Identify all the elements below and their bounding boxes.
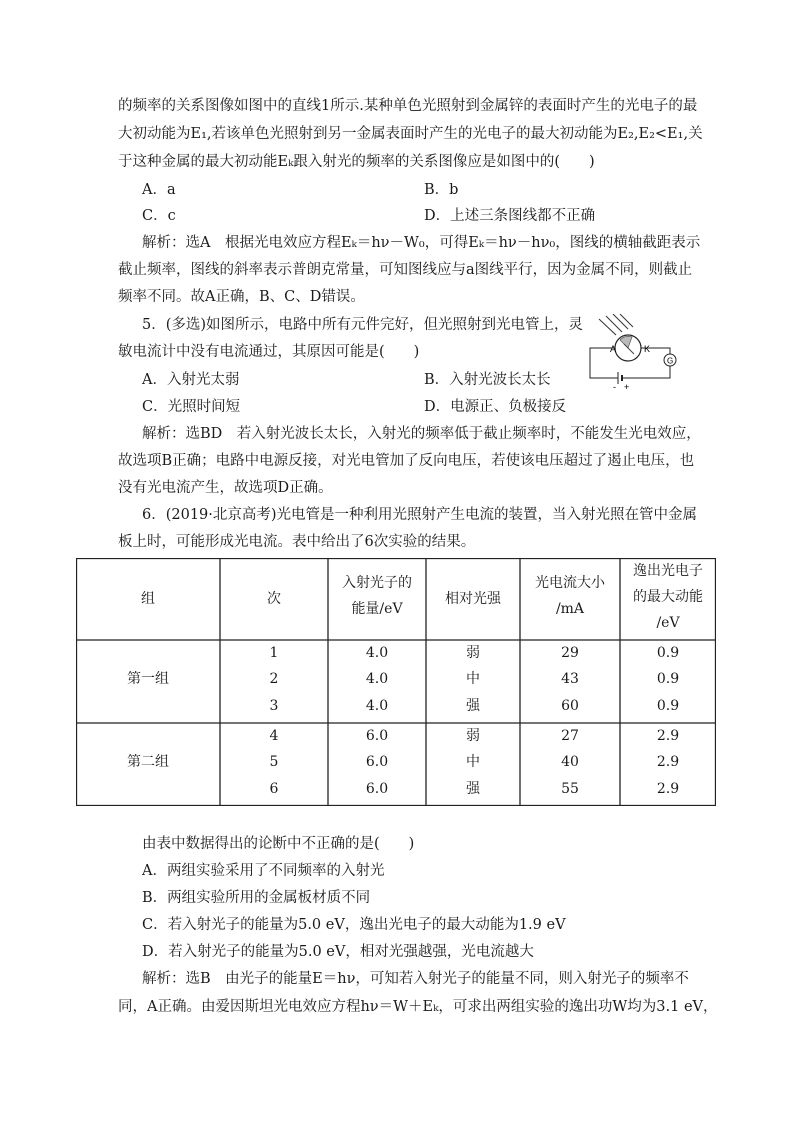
q5-analysis-1: 解析：选BD 若入射光波长太长，入射光的频率低于截止频率时，不能发生光电效应， bbox=[142, 426, 701, 442]
table-cell: 强 bbox=[466, 781, 480, 797]
q4-analysis-3: 频率不同。故A正确，B、C、D错误。 bbox=[118, 289, 365, 305]
table-cell: 43 bbox=[561, 671, 579, 687]
q4-line-2: 大初动能为E₁,若该单色光照射到另一金属表面时产生的光电子的最大初动能为E₂,E₂<E₁,关 bbox=[118, 126, 703, 142]
table-cell: 4.0 bbox=[365, 671, 389, 687]
q5-option-a: A．入射光太弱 bbox=[142, 372, 240, 388]
table-cell: 29 bbox=[561, 645, 579, 661]
group-1-name: 第一组 bbox=[127, 671, 169, 687]
q5-option-c: C．光照时间短 bbox=[142, 399, 241, 415]
table-cell: 4 bbox=[269, 728, 279, 744]
table-cell: 2.9 bbox=[656, 754, 680, 770]
q5-line-1: 5．(多选)如图所示，电路中所有元件完好，但光照射到光电管上，灵 bbox=[142, 317, 584, 333]
table-cell: 55 bbox=[561, 781, 579, 797]
q5-option-d: D．电源正、负极接反 bbox=[424, 399, 567, 415]
q6-analysis-1: 解析：选B 由光子的能量E＝hν，可知若入射光子的能量不同，则入射光子的频率不 bbox=[142, 971, 689, 987]
table-cell: 弱 bbox=[466, 645, 480, 661]
group-2-name: 第二组 bbox=[127, 754, 169, 770]
label-k: K bbox=[644, 344, 651, 354]
q5-analysis-2: 故选项B正确；电路中电源反接，对光电管加了反向电压，若使该电压超过了遏止电压，也 bbox=[118, 453, 695, 469]
header-photon-energy: 入射光子的 能量/eV bbox=[342, 575, 412, 617]
q6-question: 由表中数据得出的论断中不正确的是( ) bbox=[142, 836, 415, 852]
table-cell: 0.9 bbox=[656, 671, 680, 687]
q5-line-2: 敏电流计中没有电流通过，其原因可能是( ) bbox=[118, 344, 420, 360]
battery-minus: - bbox=[613, 382, 616, 390]
q5-option-b: B．入射光波长太长 bbox=[424, 372, 551, 388]
table-cell: 3 bbox=[269, 698, 279, 714]
q6-line-1: 6．(2019·北京高考)光电管是一种利用光照射产生电流的装置，当入射光照在管中金属 bbox=[142, 507, 698, 523]
label-a: A bbox=[610, 344, 617, 354]
table-cell: 中 bbox=[466, 754, 480, 770]
q4-analysis-1: 解析：选A 根据光电效应方程Eₖ＝hν－W₀，可得Eₖ＝hν－hν₀，图线的横轴截距表示 bbox=[142, 235, 701, 251]
q6-option-c: C．若入射光子的能量为5.0 eV，逸出光电子的最大动能为1.9 eV bbox=[142, 917, 566, 933]
q4-line-1: 的频率的关系图像如图中的直线1所示.某种单色光照射到金属锌的表面时产生的光电子的最 bbox=[118, 98, 698, 114]
battery-plus: + bbox=[624, 382, 630, 390]
table-cell: 0.9 bbox=[656, 645, 680, 661]
table-cell: 60 bbox=[561, 698, 579, 714]
table-cell: 2 bbox=[269, 671, 279, 687]
table-cell: 6 bbox=[269, 781, 279, 797]
q6-option-a: A．两组实验采用了不同频率的入射光 bbox=[142, 863, 385, 879]
q4-option-a: A．a bbox=[142, 182, 176, 198]
table-cell: 4.0 bbox=[365, 698, 389, 714]
table-cell: 中 bbox=[466, 671, 480, 687]
results-table bbox=[76, 558, 716, 806]
table-cell: 5 bbox=[269, 754, 279, 770]
header-trial: 次 bbox=[267, 591, 281, 607]
table-cell: 4.0 bbox=[365, 645, 389, 661]
table-cell: 6.0 bbox=[365, 754, 389, 770]
q6-option-d: D．若入射光子的能量为5.0 eV，相对光强越强，光电流越大 bbox=[142, 944, 534, 960]
q4-line-3: 于这种金属的最大初动能Eₖ跟入射光的频率的关系图像应是如图中的( ) bbox=[118, 154, 595, 170]
header-current: 光电流大小 /mA bbox=[535, 575, 605, 617]
table-cell: 强 bbox=[466, 698, 480, 714]
q4-option-c: C．c bbox=[142, 208, 176, 224]
q6-line-2: 板上时，可能形成光电流。表中给出了6次实验的结果。 bbox=[118, 534, 476, 550]
table-cell: 6.0 bbox=[365, 728, 389, 744]
light-rays bbox=[599, 314, 633, 335]
header-max-kinetic-energy: 逸出光电子 的最大动能 /eV bbox=[633, 563, 703, 631]
q4-option-b: B．b bbox=[424, 182, 459, 198]
table-cell: 0.9 bbox=[656, 698, 680, 714]
table-cell: 2.9 bbox=[656, 781, 680, 797]
photoelectric-circuit-figure bbox=[588, 314, 684, 390]
table-cell: 2.9 bbox=[656, 728, 680, 744]
label-g: G bbox=[667, 356, 674, 366]
table-cell: 6.0 bbox=[365, 781, 389, 797]
table-cell: 1 bbox=[269, 645, 279, 661]
header-intensity: 相对光强 bbox=[445, 591, 501, 607]
q6-analysis-2: 同，A正确。由爱因斯坦光电效应方程hν＝W＋Eₖ，可求出两组实验的逸出功W均为3.1 eV， bbox=[118, 999, 718, 1015]
q6-option-b: B．两组实验所用的金属板材质不同 bbox=[142, 890, 371, 906]
q4-option-d: D．上述三条图线都不正确 bbox=[424, 208, 596, 224]
q5-analysis-3: 没有光电流产生，故选项D正确。 bbox=[118, 480, 333, 496]
table-cell: 弱 bbox=[466, 728, 480, 744]
q4-analysis-2: 截止频率，图线的斜率表示普朗克常量，可知图线应与a图线平行，因为金属不同，则截止 bbox=[118, 262, 693, 278]
header-group: 组 bbox=[141, 591, 155, 607]
table-cell: 40 bbox=[561, 754, 579, 770]
table-cell: 27 bbox=[561, 728, 579, 744]
